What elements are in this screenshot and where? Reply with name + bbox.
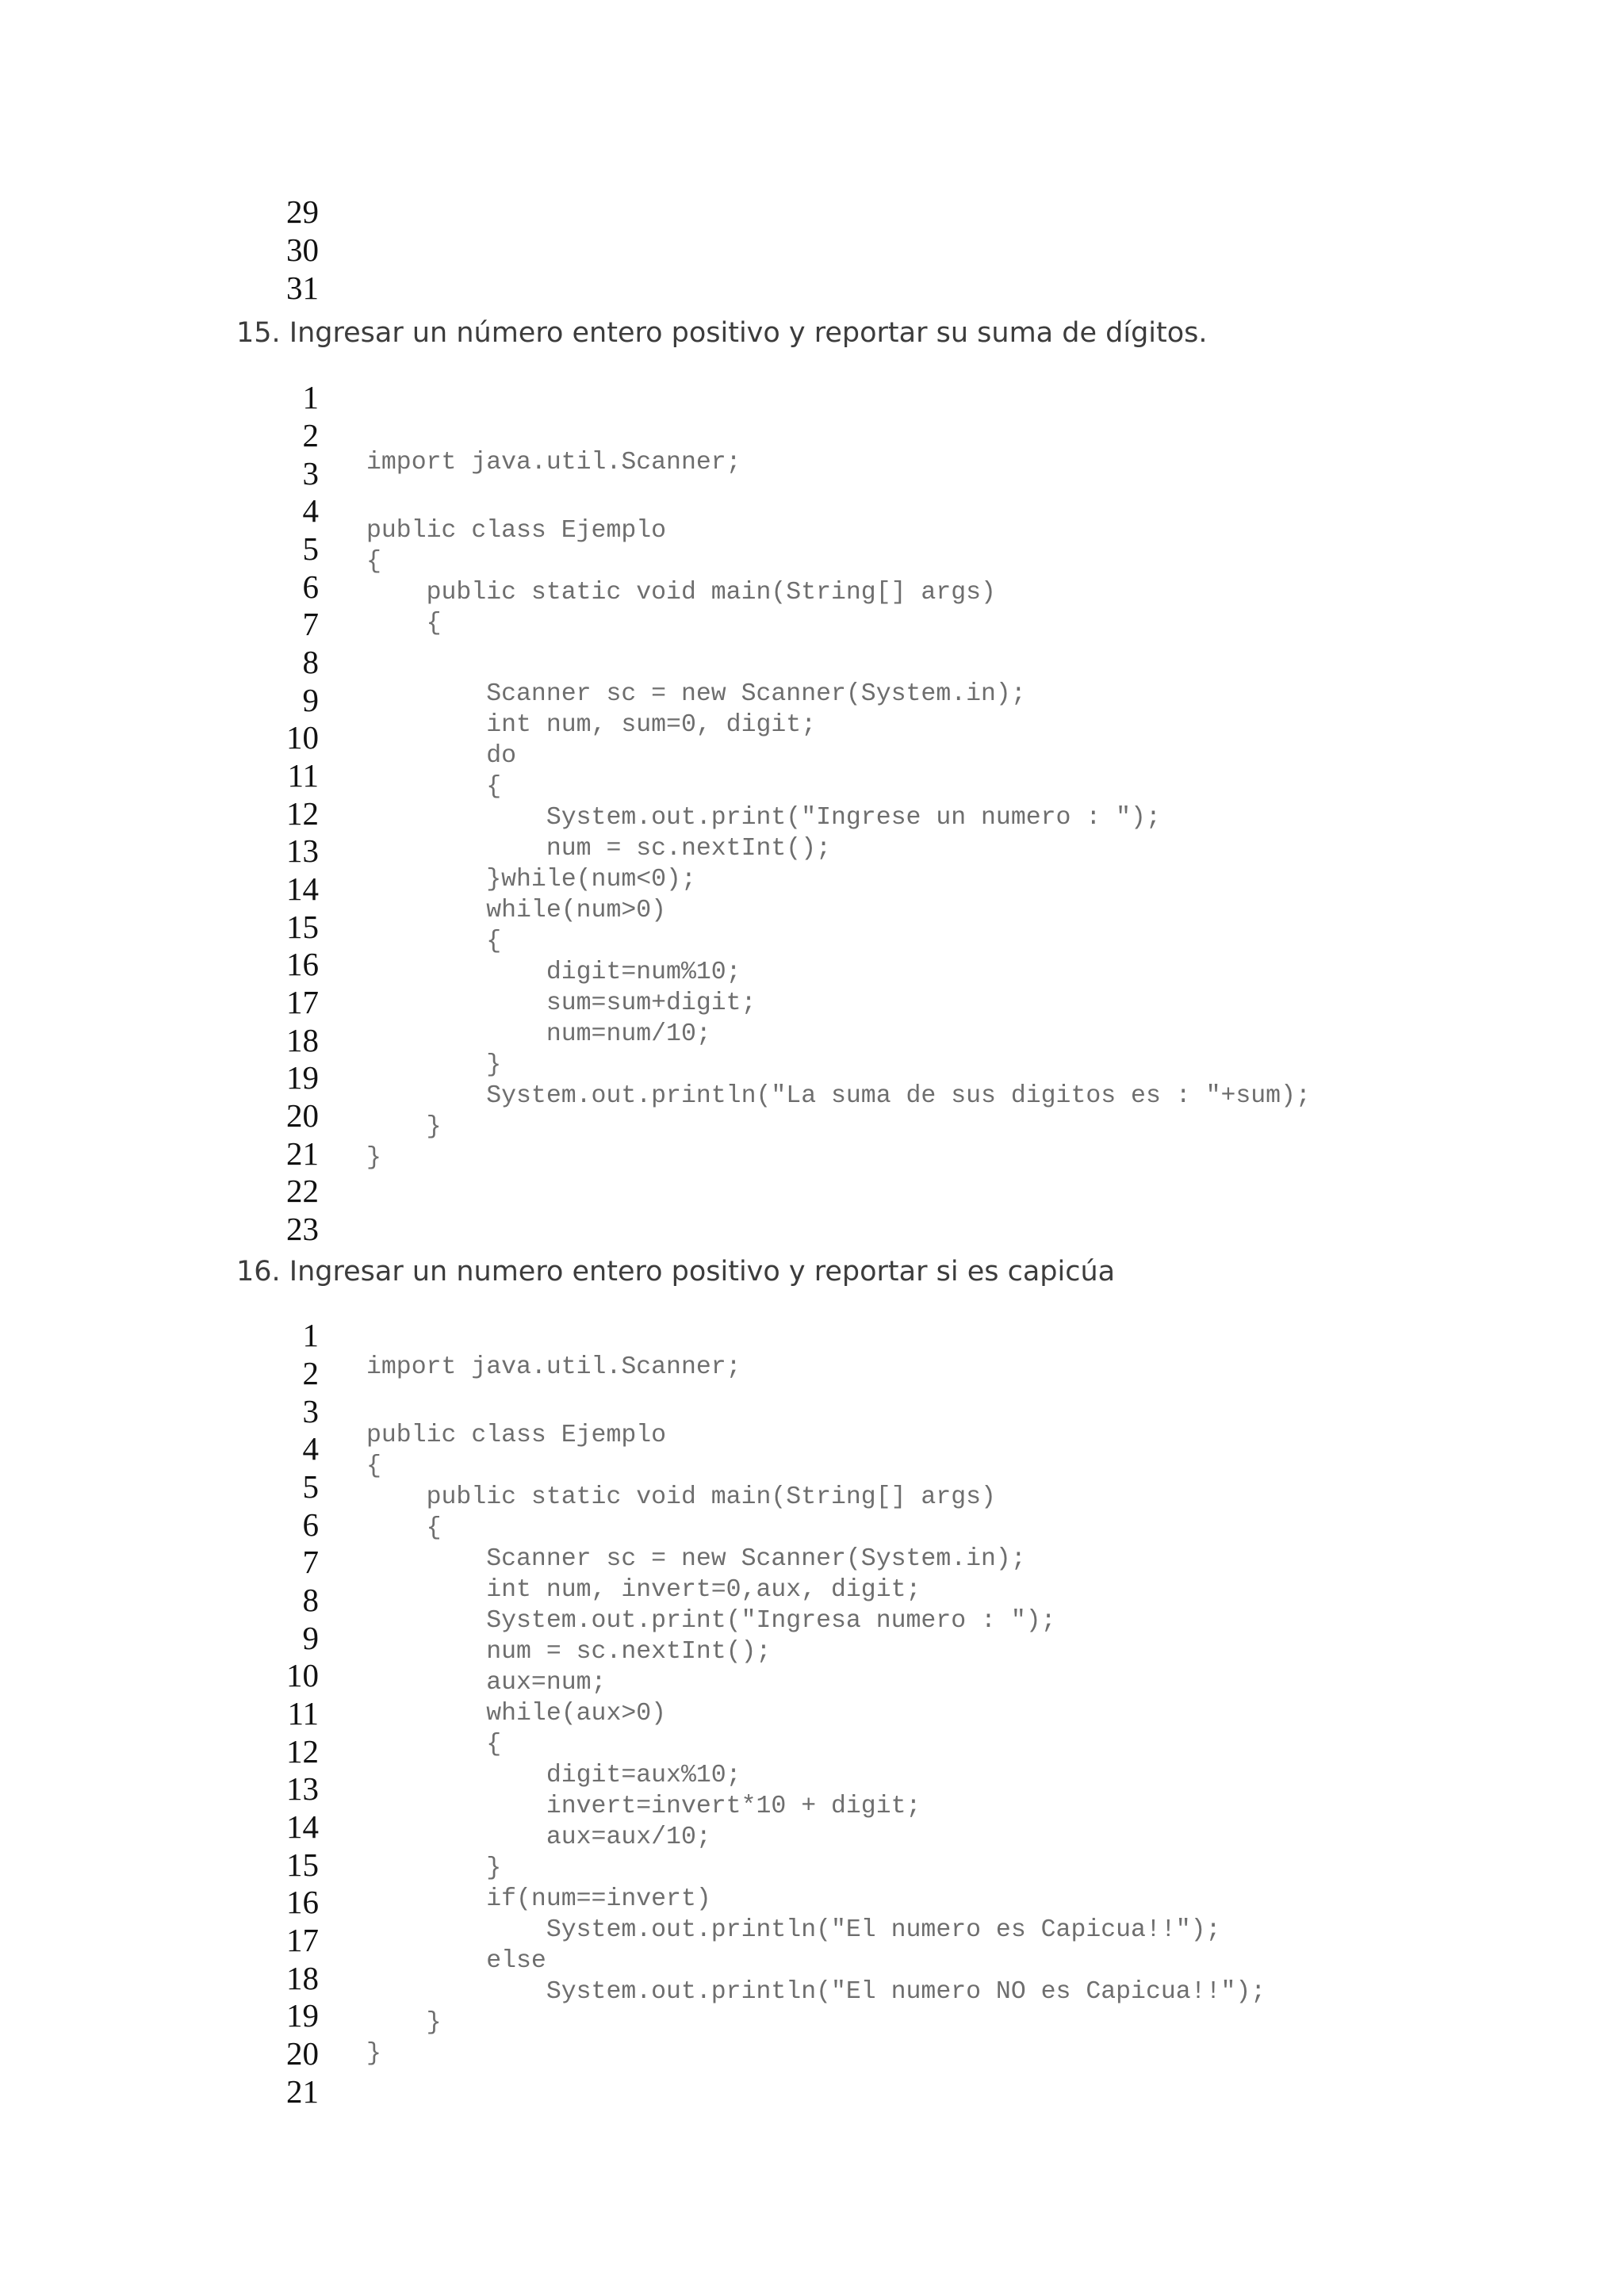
- code-line: num = sc.nextInt();: [366, 1638, 772, 1666]
- code-line: public class Ejemplo: [366, 517, 667, 545]
- code-line: aux=aux/10;: [366, 1823, 711, 1851]
- line-number: 2: [302, 1355, 319, 1391]
- code-line: }: [366, 1854, 502, 1882]
- line-number: 19: [286, 1059, 319, 1096]
- code-line: }: [366, 1144, 381, 1172]
- line-number: 8: [302, 1582, 319, 1618]
- line-number: 10: [286, 1657, 319, 1693]
- exercise-16-heading: 16. Ingresar un numero entero positivo y reportar si es capicúa: [236, 1256, 1116, 1288]
- code-line: while(aux>0): [366, 1700, 667, 1728]
- code-line: {: [366, 928, 502, 955]
- code-line: public static void main(String[] args): [366, 1483, 996, 1511]
- code-line: }: [366, 2009, 442, 2037]
- code-line: System.out.println("El numero es Capicua!!");: [366, 1916, 1221, 1944]
- line-number: 9: [302, 682, 319, 718]
- code-line: public static void main(String[] args): [366, 579, 996, 607]
- line-number: 12: [286, 1733, 319, 1770]
- line-number: 7: [302, 606, 319, 642]
- line-number: 30: [286, 232, 319, 268]
- line-number: 18: [286, 1022, 319, 1058]
- code-line: num = sc.nextInt();: [366, 835, 831, 863]
- code-line: while(num>0): [366, 897, 667, 924]
- code-line: Scanner sc = new Scanner(System.in);: [366, 680, 1026, 708]
- line-number: 15: [286, 909, 319, 945]
- code-line: else: [366, 1947, 546, 1975]
- code-line: sum=sum+digit;: [366, 989, 756, 1017]
- line-number: 9: [302, 1620, 319, 1656]
- line-number: 11: [287, 1695, 319, 1732]
- code-line: invert=invert*10 + digit;: [366, 1793, 921, 1820]
- code-line: import java.util.Scanner;: [366, 449, 741, 476]
- line-number: 1: [302, 1317, 319, 1353]
- code-line: }: [366, 1113, 442, 1141]
- line-number: 20: [286, 2035, 319, 2072]
- line-number: 14: [286, 871, 319, 907]
- line-number: 17: [286, 984, 319, 1020]
- line-number: 29: [286, 193, 319, 230]
- line-number: 31: [286, 270, 319, 306]
- line-number: 5: [302, 530, 319, 567]
- exercise-15-heading: 15. Ingresar un número entero positivo y reportar su suma de dígitos.: [236, 317, 1208, 349]
- code-line: }while(num<0);: [366, 866, 696, 894]
- line-number: 6: [302, 1506, 319, 1543]
- line-number: 23: [286, 1211, 319, 1247]
- line-number: 21: [286, 1135, 319, 1172]
- line-number: 10: [286, 719, 319, 756]
- line-number: 18: [286, 1960, 319, 1996]
- code-line: {: [366, 610, 442, 637]
- code-line: System.out.print("Ingrese un numero : ");: [366, 804, 1161, 832]
- code-line: {: [366, 1514, 442, 1542]
- code-line: int num, sum=0, digit;: [366, 711, 817, 739]
- code-line: int num, invert=0,aux, digit;: [366, 1576, 921, 1604]
- line-number: 19: [286, 1997, 319, 2034]
- code-line: do: [366, 742, 517, 770]
- code-line: public class Ejemplo: [366, 1422, 667, 1449]
- code-line: digit=num%10;: [366, 959, 741, 986]
- line-number: 1: [302, 379, 319, 415]
- line-number: 13: [286, 832, 319, 869]
- code-line: System.out.print("Ingresa numero : ");: [366, 1607, 1056, 1635]
- line-number: 13: [286, 1770, 319, 1807]
- code-line: digit=aux%10;: [366, 1762, 741, 1789]
- line-number: 4: [302, 1430, 319, 1467]
- line-number: 6: [302, 568, 319, 605]
- code-line: if(num==invert): [366, 1885, 711, 1913]
- code-line: aux=num;: [366, 1669, 607, 1697]
- code-line: System.out.println("El numero NO es Capicua!!");: [366, 1978, 1266, 2006]
- line-number: 16: [286, 946, 319, 982]
- line-number: 4: [302, 492, 319, 529]
- code-line: {: [366, 1731, 502, 1758]
- line-number: 20: [286, 1097, 319, 1134]
- line-number: 8: [302, 644, 319, 680]
- code-line: import java.util.Scanner;: [366, 1353, 741, 1381]
- line-number: 17: [286, 1922, 319, 1958]
- code-line: System.out.println("La suma de sus digitos es : "+sum);: [366, 1082, 1311, 1110]
- line-number: 15: [286, 1846, 319, 1883]
- code-line: {: [366, 773, 502, 801]
- code-line: {: [366, 1452, 381, 1480]
- line-number: 2: [302, 417, 319, 453]
- line-number: 22: [286, 1173, 319, 1209]
- code-line: Scanner sc = new Scanner(System.in);: [366, 1545, 1026, 1573]
- line-number: 12: [286, 795, 319, 832]
- code-line: num=num/10;: [366, 1020, 711, 1048]
- code-line: }: [366, 1051, 502, 1079]
- code-line: }: [366, 2040, 381, 2068]
- line-number: 14: [286, 1808, 319, 1845]
- line-number: 5: [302, 1468, 319, 1505]
- line-number: 3: [302, 455, 319, 492]
- code-line: {: [366, 548, 381, 576]
- line-number: 7: [302, 1544, 319, 1580]
- line-number: 16: [286, 1884, 319, 1920]
- line-number: 3: [302, 1393, 319, 1429]
- line-number: 11: [287, 757, 319, 794]
- line-number: 21: [286, 2073, 319, 2110]
